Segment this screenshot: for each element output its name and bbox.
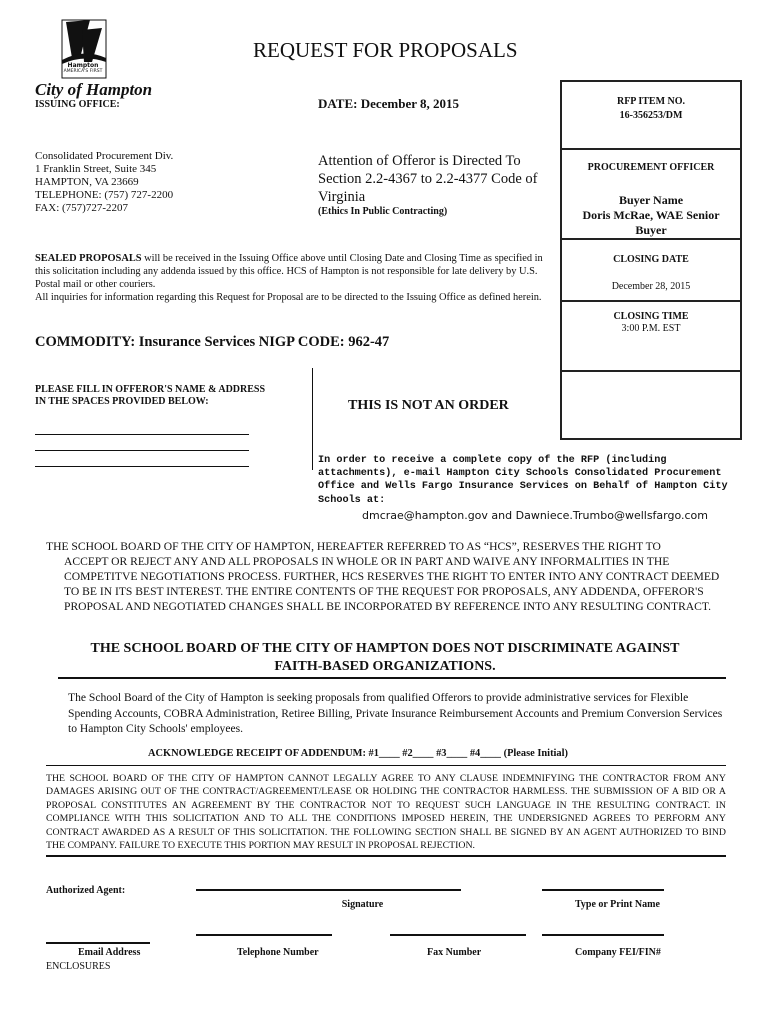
address-line: HAMPTON, VA 23669 bbox=[35, 176, 139, 188]
closing-time-value: 3:00 P.M. EST bbox=[621, 323, 681, 334]
blank-box bbox=[560, 370, 742, 440]
closing-date-value: December 28, 2015 bbox=[611, 281, 691, 292]
attention-note: (Ethics In Public Contracting) bbox=[318, 206, 448, 217]
fei-label: Company FEI/FIN# bbox=[575, 947, 661, 958]
address-line: 1 Franklin Street, Suite 345 bbox=[35, 163, 157, 175]
issuing-office-address bbox=[35, 150, 285, 215]
fill-in-line: PLEASE FILL IN OFFEROR'S NAME & ADDRESS bbox=[35, 384, 266, 395]
address-line: Consolidated Procurement Div. bbox=[35, 150, 174, 162]
reserves-first-line: THE SCHOOL BOARD OF THE CITY OF HAMPTON, HEREAFTER REFERRED TO AS “HCS”, RESERVES THE RIGHT TO bbox=[46, 540, 661, 553]
rfp-item-label: RFP ITEM NO. bbox=[616, 96, 686, 107]
print-name-label: Type or Print Name bbox=[575, 899, 660, 910]
offeror-address-field[interactable] bbox=[35, 466, 249, 467]
printed-name-field[interactable] bbox=[542, 889, 664, 891]
signature-label: Signature bbox=[341, 899, 384, 910]
addendum-acknowledgement[interactable]: ACKNOWLEDGE RECEIPT OF ADDENDUM: #1____ #2____ #3____ #4____ (Please Initial) bbox=[148, 748, 568, 759]
buyer-title: Buyer bbox=[635, 223, 667, 237]
reserves-text: ACCEPT OR REJECT ANY AND ALL PROPOSALS IN WHOLE OR IN PART AND WAIVE ANY INFORMALITIES IN THE COMPETITVE NEGOTIATIONS PROCESS. FURTHER, HCS RESERVES THE RIGHT TO ENTER INTO ANY CONTRACT DEEMED TO BE IN ITS BEST INTEREST. THE ENTIRE CONTENTS OF THE REQUEST FOR PROPOSALS, ANY ADDENDA, OFFEROR'S PROPOSAL AND NEGOTIATED CHANGES SHALL BE INCORPORATED BY REFERENCE INTO ANY RESULTING CONTRACT. bbox=[64, 555, 720, 613]
attention-text: Attention of Offeror is Directed To Section 2.2-4367 to 2.2-4377 Code of Virginia bbox=[318, 153, 538, 205]
vertical-divider bbox=[312, 368, 313, 470]
non-discrimination-line: FAITH-BASED ORGANIZATIONS. bbox=[274, 659, 496, 674]
signature-field[interactable] bbox=[196, 889, 461, 891]
email-field[interactable] bbox=[46, 942, 150, 944]
closing-date-label: CLOSING DATE bbox=[613, 254, 689, 265]
authorized-agent-label: Authorized Agent: bbox=[46, 885, 126, 896]
rfp-date: DATE: December 8, 2015 bbox=[318, 96, 460, 111]
contact-emails: dmcrae@hampton.gov and Dawniece.Trumbo@wellsfargo.com bbox=[362, 509, 709, 522]
logo-subtext: AMERICA'S FIRST bbox=[63, 69, 103, 74]
fax-label: Fax Number bbox=[427, 947, 482, 958]
procurement-officer-label: PROCUREMENT OFFICER bbox=[587, 162, 715, 173]
non-discrimination-notice bbox=[40, 640, 730, 676]
page-title: REQUEST FOR PROPOSALS bbox=[253, 38, 518, 62]
rfp-item-number: 16-356253/DM bbox=[619, 110, 683, 121]
indemnify-text: THE SCHOOL BOARD OF THE CITY OF HAMPTON CANNOT LEGALLY AGREE TO ANY CLAUSE INDEMNIFYING THE CONTRACTOR FROM ANY DAMAGES ARISING OUT OF THE CONTRACT/AGREEMENT/LEASE OR HOLDING THE CONTRACTOR HARMLESS. THE SUBMISSION OF A BID OR A PROPOSAL CONSTITUTES AN AGREEMENT BY THE CONTRACTOR NOT TO REQUEST SUCH LANGUAGE IN THE RESULTING CONTRACT. IN COMPLIANCE WITH THIS SOLICITATION AND TO ALL THE CONDITIONS IMPOSED HEREIN, THE UNDERSIGNED AGREES TO PERFORM ANY CONTRACT AWARDED AS A RESULT OF THIS SOLICITATION. THE FOLLOWING SECTION SHALL BE SIGNED BY AN AGENT AUTHORIZED TO BIND THE COMPANY. FAILURE TO EXECUTE THIS PORTION MAY RESULT IN PROPOSAL REJECTION. bbox=[46, 773, 726, 852]
address-line: TELEPHONE: (757) 727-2200 bbox=[35, 189, 174, 201]
copy-info-text: In order to receive a complete copy of the RFP (including attachments), e-mail Hampton City Schools Consolidated Procurement Office and Wells Fargo Insurance Services on Behalf of Hampton City Schools at: bbox=[318, 455, 728, 506]
section-divider bbox=[46, 765, 726, 766]
fill-in-instructions bbox=[35, 384, 315, 408]
enclosures-label: ENCLOSURES bbox=[46, 961, 111, 972]
section-divider bbox=[46, 855, 726, 857]
commodity-line: COMMODITY: Insurance Services NIGP CODE: 962-47 bbox=[35, 334, 390, 350]
issuing-office-label: ISSUING OFFICE: bbox=[35, 99, 120, 110]
seeking-text: The School Board of the City of Hampton is seeking proposals from qualified Offerors to provide administrative services for Flexible Spending Accounts, COBRA Administration, Retiree Billing, Private Insurance Reimbursement Accounts and Premium Conversion Services to Hampton City Schools' employees. bbox=[68, 691, 723, 735]
email-label: Email Address bbox=[78, 947, 141, 958]
sealed-proposals-rest: will be received in the Issuing Office above until Closing Date and Closing Time as specified in this solicitation including any addenda issued by this office. HCS of Hampton is not responsible for late delivery by U.S. Postal mail or other couriers. bbox=[35, 253, 543, 290]
sealed-proposals-bold: SEALED PROPOSALS bbox=[35, 253, 142, 264]
fax-field[interactable] bbox=[390, 934, 526, 936]
non-discrimination-line: THE SCHOOL BOARD OF THE CITY OF HAMPTON DOES NOT DISCRIMINATE AGAINST bbox=[90, 641, 680, 656]
telephone-field[interactable] bbox=[196, 934, 332, 936]
buyer-name-label: Buyer Name bbox=[618, 193, 684, 207]
buyer-name: Doris McRae, WAE Senior bbox=[582, 208, 720, 222]
fill-in-line: IN THE SPACES PROVIDED BELOW: bbox=[35, 396, 209, 407]
inquiries-text: All inquiries for information regarding this Request for Proposal are to be directed to the Issuing Office as defined herein. bbox=[35, 292, 542, 303]
not-an-order: THIS IS NOT AN ORDER bbox=[348, 398, 509, 413]
city-name: City of Hampton bbox=[35, 80, 153, 99]
fei-field[interactable] bbox=[542, 934, 664, 936]
offeror-address-field[interactable] bbox=[35, 450, 249, 451]
telephone-label: Telephone Number bbox=[237, 947, 319, 958]
address-line: FAX: (757)727-2207 bbox=[35, 202, 128, 214]
sealed-proposals-text bbox=[35, 252, 555, 304]
offeror-name-field[interactable] bbox=[35, 434, 249, 435]
closing-time-label: CLOSING TIME bbox=[613, 311, 689, 322]
section-divider bbox=[58, 677, 726, 679]
logo-text: Hampton bbox=[67, 62, 99, 69]
